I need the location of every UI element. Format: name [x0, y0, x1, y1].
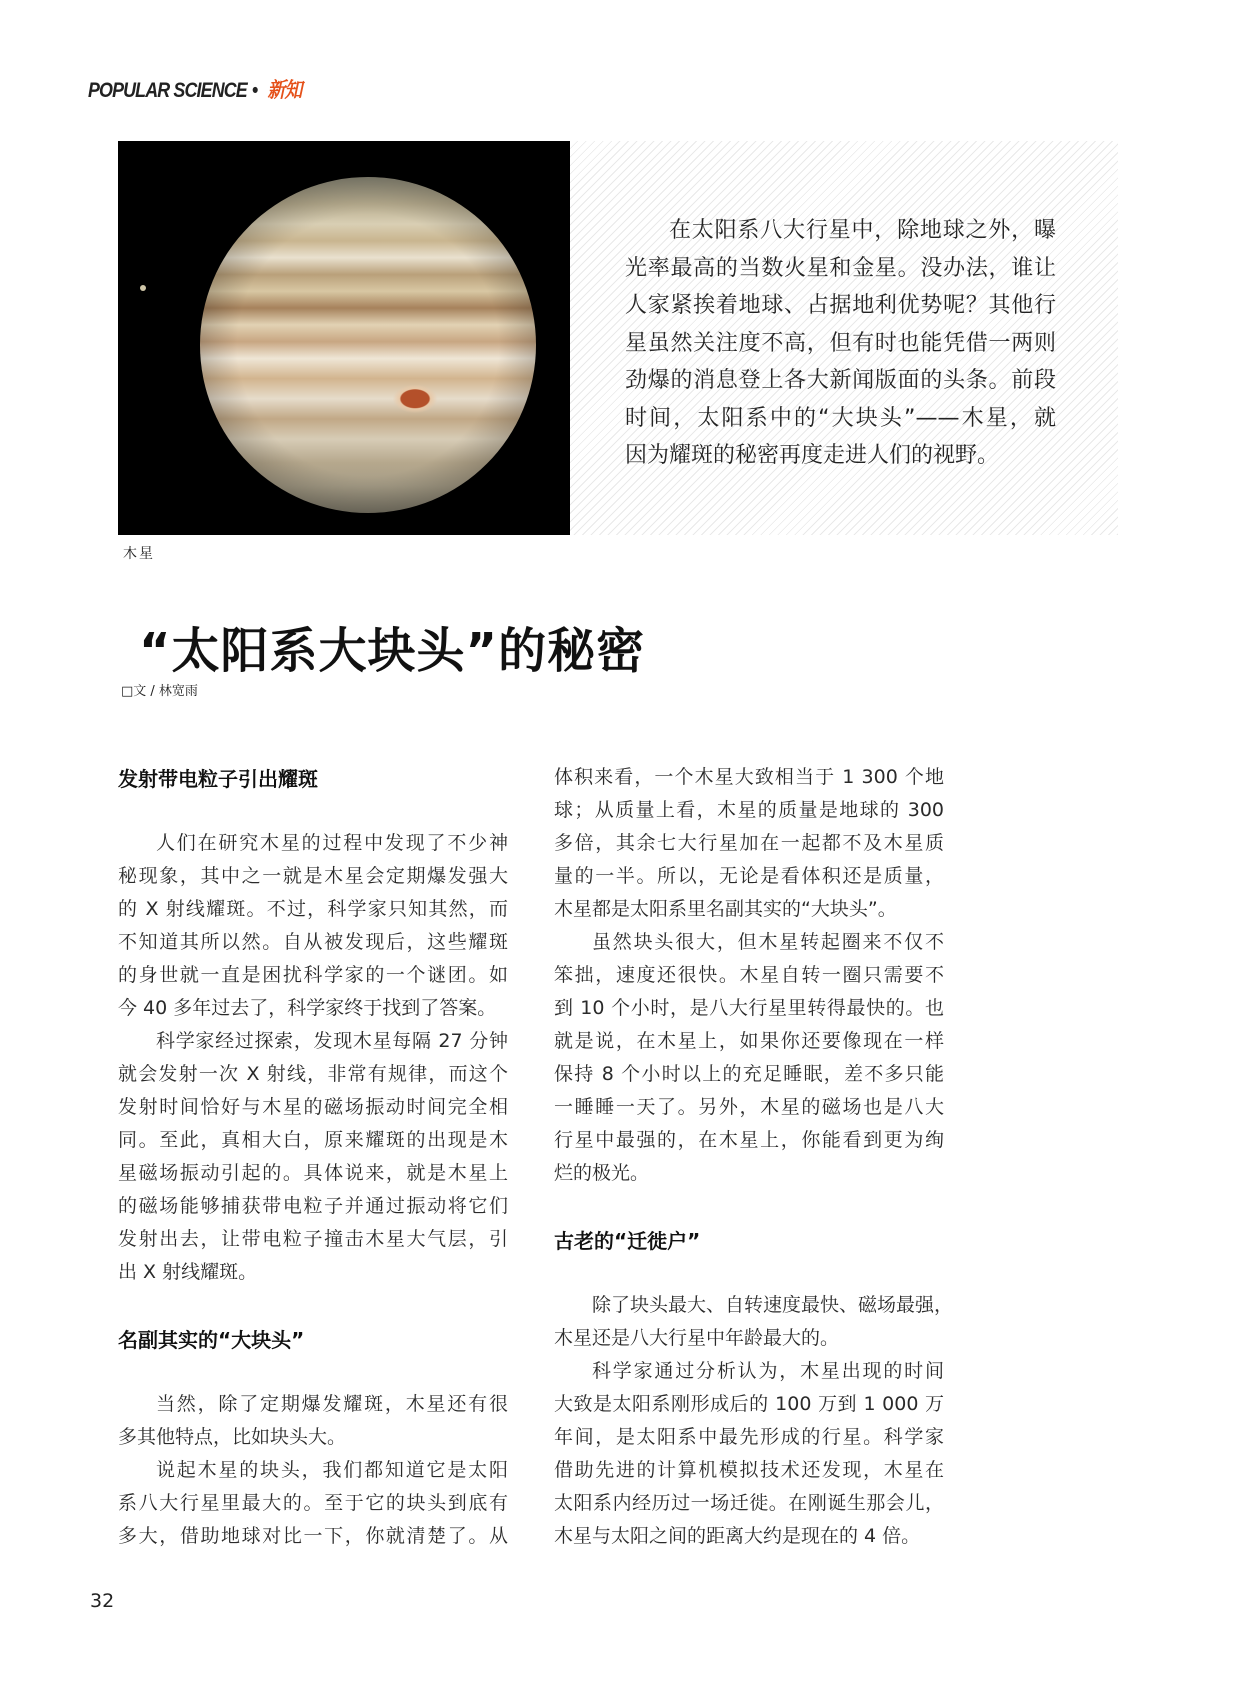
- text-line: 说起木星的块头，我们都知道它是太阳: [156, 1459, 508, 1481]
- paragraph: [118, 1454, 508, 1553]
- text-line: 就是说，在木星上，如果你还要像现在一样: [554, 1030, 944, 1052]
- text-line: 星虽然关注度不高，但有时也能凭借一两则: [625, 330, 1056, 356]
- article-column-1: [118, 763, 508, 1553]
- photo-caption: 木星: [123, 546, 155, 562]
- magazine-header: [88, 74, 302, 104]
- text-line: 木星都是太阳系里名副其实的“大块头”。: [554, 898, 897, 920]
- paragraph: [554, 926, 944, 1190]
- intro-text: [625, 212, 1056, 475]
- paragraph: [554, 761, 944, 926]
- jupiter-photo: [118, 141, 570, 535]
- article-column-2: [554, 761, 954, 1553]
- section-heading: 发射带电粒子引出耀斑: [118, 767, 318, 791]
- text-line: 木星与太阳之间的距离大约是现在的 4 倍。: [554, 1525, 921, 1547]
- text-line: 时间，太阳系中的“大块头”——木星，就: [625, 405, 1056, 431]
- text-line: 发射时间恰好与木星的磁场振动时间完全相: [118, 1096, 508, 1118]
- text-line: 体积来看，一个木星大致相当于 1 300 个地: [554, 766, 944, 788]
- section-heading: 名副其实的“大块头”: [118, 1328, 305, 1352]
- text-line: 大致是太阳系刚形成后的 100 万到 1 000 万: [554, 1393, 944, 1415]
- text-line: 秘现象，其中之一就是木星会定期爆发强大: [118, 865, 508, 887]
- text-line: 的身世就一直是困扰科学家的一个谜团。如: [118, 964, 508, 986]
- text-line: 星磁场振动引起的。具体说来，就是木星上: [118, 1162, 508, 1184]
- text-line: 今 40 多年过去了，科学家终于找到了答案。: [118, 997, 497, 1019]
- moon-dot: [140, 285, 146, 291]
- paragraph: [554, 1355, 944, 1553]
- paragraph: [554, 1289, 954, 1355]
- text-line: 人们在研究木星的过程中发现了不少神: [156, 832, 508, 854]
- text-line: 行星中最强的，在木星上，你能看到更为绚: [554, 1129, 944, 1151]
- text-line: 年间，是太阳系中最先形成的行星。科学家: [554, 1426, 944, 1448]
- text-line: 一睡睡一天了。另外，木星的磁场也是八大: [554, 1096, 944, 1118]
- text-line: 在太阳系八大行星中，除地球之外，曝: [669, 218, 1056, 243]
- text-line: 不知道其所以然。自从被发现后，这些耀斑: [118, 931, 508, 953]
- text-line: 的 X 射线耀斑。不过，科学家只知其然，而: [118, 898, 508, 920]
- text-line: 的磁场能够捕获带电粒子并通过振动将它们: [118, 1195, 508, 1217]
- text-line: 因为耀斑的秘密再度走进人们的视野。: [625, 443, 1000, 468]
- text-line: 科学家通过分析认为，木星出现的时间: [592, 1360, 944, 1382]
- text-line: 多其他特点，比如块头大。: [118, 1426, 347, 1448]
- paragraph: [118, 827, 508, 1025]
- jupiter-planet: [200, 177, 536, 513]
- text-line: 劲爆的消息登上各大新闻版面的头条。前段: [625, 368, 1056, 393]
- text-line: 球；从质量上看，木星的质量是地球的 300: [554, 799, 944, 821]
- section-name: 新知: [267, 79, 302, 102]
- text-line: 同。至此，真相大白，原来耀斑的出现是木: [118, 1129, 508, 1151]
- text-line: 系八大行星里最大的。至于它的块头到底有: [118, 1492, 508, 1514]
- article-title: “太阳系大块头”的秘密: [139, 623, 646, 679]
- text-line: 太阳系内经历过一场迁徙。在刚诞生那会儿，: [554, 1492, 944, 1514]
- text-line: 科学家经过探索，发现木星每隔 27 分钟: [156, 1030, 508, 1052]
- text-line: 当然，除了定期爆发耀斑，木星还有很: [156, 1393, 508, 1415]
- text-line: 借助先进的计算机模拟技术还发现，木星在: [554, 1459, 944, 1481]
- text-line: 到 10 个小时，是八大行星里转得最快的。也: [554, 997, 944, 1019]
- text-line: 保持 8 个小时以上的充足睡眠，差不多只能: [554, 1063, 944, 1085]
- text-line: 虽然块头很大，但木星转起圈来不仅不: [592, 931, 944, 953]
- paragraph: [118, 1388, 508, 1454]
- text-line: 量的一半。所以，无论是看体积还是质量，: [554, 865, 944, 887]
- text-line: 出 X 射线耀斑。: [118, 1261, 258, 1283]
- header-separator: •: [251, 79, 258, 102]
- text-line: 多倍，其余七大行星加在一起都不及木星质: [554, 832, 944, 854]
- brand-name: POPULAR SCIENCE: [88, 79, 247, 102]
- byline: □文 / 林宽雨: [121, 684, 198, 699]
- text-line: 烂的极光。: [554, 1162, 650, 1184]
- paragraph: [118, 1025, 508, 1289]
- text-line: 发射出去，让带电粒子撞击木星大气层，引: [118, 1228, 508, 1250]
- page-number: 32: [90, 1590, 115, 1612]
- text-line: 光率最高的当数火星和金星。没办法，谁让: [625, 255, 1056, 281]
- section-heading: 古老的“迁徙户”: [554, 1229, 701, 1253]
- text-line: 人家紧挨着地球、占据地利优势呢？其他行: [625, 293, 1056, 318]
- text-line: 多大，借助地球对比一下，你就清楚了。从: [118, 1525, 508, 1547]
- text-line: 笨拙，速度还很快。木星自转一圈只需要不: [554, 964, 944, 986]
- text-line: 就会发射一次 X 射线，非常有规律，而这个: [118, 1063, 508, 1085]
- text-line: 木星还是八大行星中年龄最大的。: [554, 1327, 840, 1349]
- text-line: 除了块头最大、自转速度最快、磁场最强，: [592, 1294, 954, 1316]
